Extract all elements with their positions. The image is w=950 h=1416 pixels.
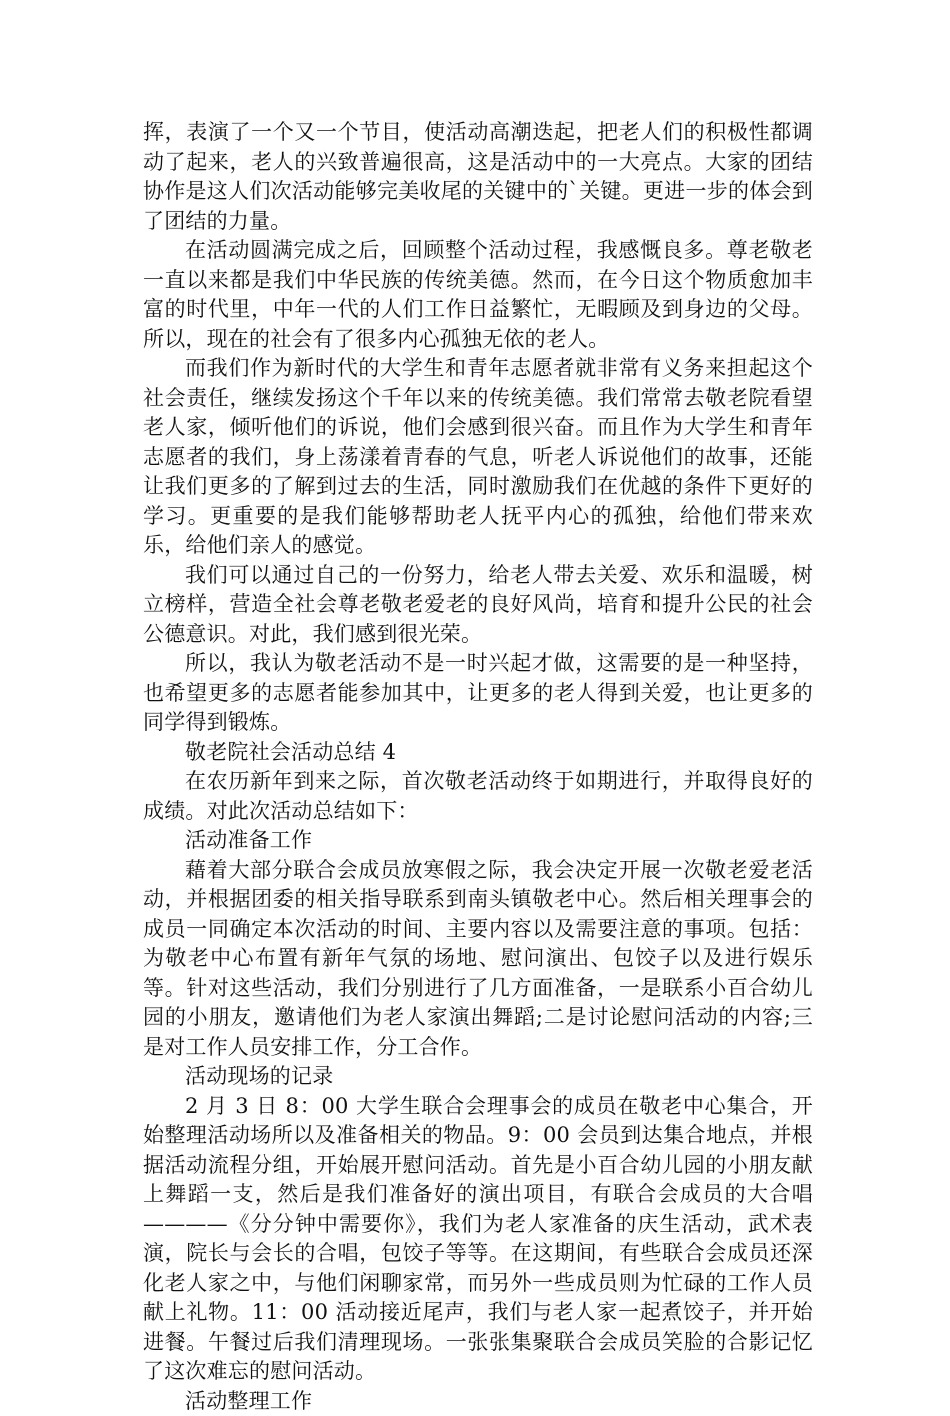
- paragraph-preparation: 藉着大部分联合会成员放寒假之际，我会决定开展一次敬老爱老活动，并根据团委的相关指导联系到南头镇敬老中心。然后相关理事会的成员一同确定本次活动的时间、主要内容以及需要注意的事项。包括：为敬老中心布置有新年气氛的场地、慰问演出、包饺子以及进行娱乐等。针对这些活动，我们分别进行了几方面准备，一是联系小百合幼儿园的小朋友，邀请他们为老人家演出舞蹈;二是讨论慰问活动的内容;三是对工作人员安排工作，分工合作。: [143, 856, 813, 1063]
- subheading-onsite-record: 活动现场的记录: [143, 1062, 813, 1092]
- paragraph-conclusion: 所以，我认为敬老活动不是一时兴起才做，这需要的是一种坚持，也希望更多的志愿者能参加其中，让更多的老人得到关爱，也让更多的同学得到锻炼。: [143, 649, 813, 738]
- subheading-preparation: 活动准备工作: [143, 826, 813, 856]
- paragraph-intro: 在农历新年到来之际，首次敬老活动终于如期进行，并取得良好的成绩。对此次活动总结如下：: [143, 767, 813, 826]
- paragraph-reflection: 在活动圆满完成之后，回顾整个活动过程，我感慨良多。尊老敬老一直以来都是我们中华民族的传统美德。然而，在今日这个物质愈加丰富的时代里，中年一代的人们工作日益繁忙，无暇顾及到身边的父母。所以，现在的社会有了很多内心孤独无依的老人。: [143, 236, 813, 354]
- paragraph-continuation: 挥，表演了一个又一个节目，使活动高潮迭起，把老人们的积极性都调动了起来，老人的兴致普遍很高，这是活动中的一大亮点。大家的团结协作是这人们次活动能够完美收尾的关键中的`关键。更进一步的体会到了团结的力量。: [143, 118, 813, 236]
- paragraph-volunteer-duty: 而我们作为新时代的大学生和青年志愿者就非常有义务来担起这个社会责任，继续发扬这个千年以来的传统美德。我们常常去敬老院看望老人家，倾听他们的诉说，他们会感到很兴奋。而且作为大学生和青年志愿者的我们，身上荡漾着青春的气息，听老人诉说他们的故事，还能让我们更多的了解到过去的生活，同时激励我们在优越的条件下更好的学习。更重要的是我们能够帮助老人抚平内心的孤独，给他们带来欢乐，给他们亲人的感觉。: [143, 354, 813, 561]
- section-heading-summary-4: 敬老院社会活动总结 4: [143, 738, 813, 768]
- subheading-wrapup: 活动整理工作: [143, 1387, 813, 1416]
- paragraph-effort: 我们可以通过自己的一份努力，给老人带去关爱、欢乐和温暖，树立榜样，营造全社会尊老敬老爱老的良好风尚，培育和提升公民的社会公德意识。对此，我们感到很光荣。: [143, 561, 813, 650]
- paragraph-onsite-record: 2 月 3 日 8：00 大学生联合会理事会的成员在敬老中心集合，开始整理活动场所以及准备相关的物品。9：00 会员到达集合地点，并根据活动流程分组，开始展开慰问活动。首先是小百合幼儿园的小朋友献上舞蹈一支，然后是我们准备好的演出项目，有联合会成员的大合唱————《分分钟中需要你》，我们为老人家准备的庆生活动，武术表演，院长与会长的合唱，包饺子等等。在这期间，有些联合会成员还深化老人家之中，与他们闲聊家常，而另外一些成员则为忙碌的工作人员献上礼物。11：00 活动接近尾声，我们与老人家一起煮饺子，并开始进餐。午餐过后我们清理现场。一张张集聚联合会成员笑脸的合影记忆了这次难忘的慰问活动。: [143, 1092, 813, 1387]
- document-page: [143, 118, 813, 1416]
